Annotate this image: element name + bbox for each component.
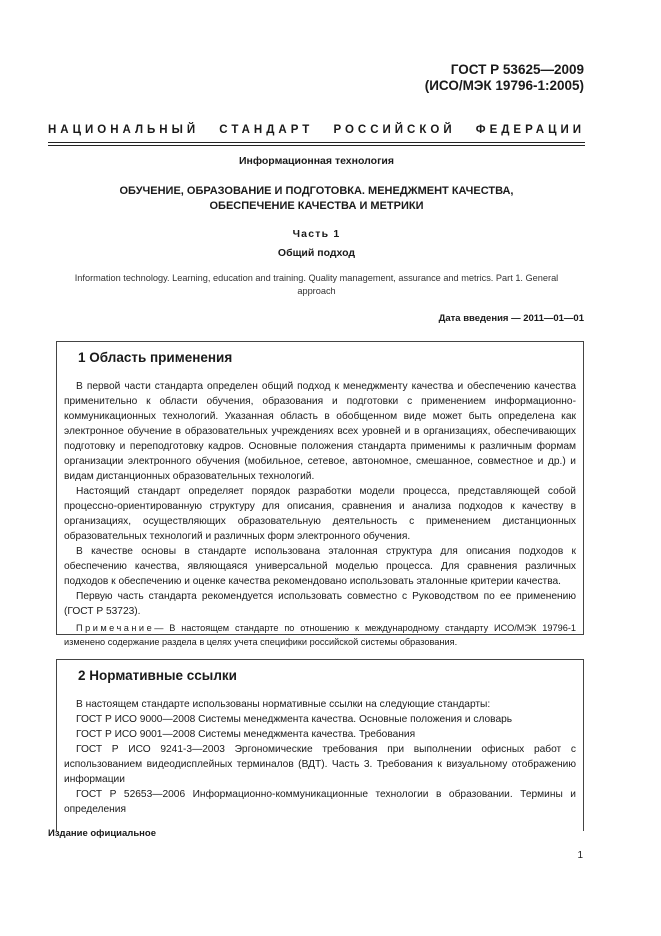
section-title: 2 Нормативные ссылки xyxy=(78,668,237,683)
part-label: Часть 1 xyxy=(292,228,341,240)
paragraph: Настоящий стандарт определяет порядок разработки модели процесса, представляющей собой процессно-ориентированную структуру для описания, сравнения и анализа подходов к качеству в организациях, осуществляющих образовательную деятельность с применением дистанционных образовательных технологий и различных форм электронного обучения. xyxy=(64,486,576,542)
part-title: Общий подход xyxy=(277,247,356,259)
page-number: 1 xyxy=(577,850,583,861)
paragraph: В настоящем стандарте использованы нормативные ссылки на следующие стандарты: xyxy=(76,699,491,710)
document-header xyxy=(425,62,584,94)
reference-item: ГОСТ Р ИСО 9241-3—2003 Эргономические требования при выполнении офисных работ с использованием видеодисплейных терминалов (ВДТ). Часть 3. Требования к визуальному отображению информации xyxy=(64,744,576,785)
section-title: 1 Область применения xyxy=(78,350,233,365)
standard-number: ГОСТ Р 53625—2009 xyxy=(450,62,584,77)
introduction-date: Дата введения — 2011—01—01 xyxy=(438,313,584,324)
reference-item: ГОСТ Р 52653—2006 Информационно-коммуникационные технологии в образовании. Термины и определения xyxy=(64,789,576,815)
section-scope xyxy=(56,341,584,647)
reference-item: ГОСТ Р ИСО 9000—2008 Системы менеджмента качества. Основные положения и словарь xyxy=(76,714,513,725)
reference-item: ГОСТ Р ИСО 9001—2008 Системы менеджмента качества. Требования xyxy=(76,729,416,740)
iso-reference: (ИСО/МЭК 19796-1:2005) xyxy=(424,78,584,93)
paragraph: Первую часть стандарта рекомендуется использовать совместно с Руководством по ее применению (ГОСТ Р 53723). xyxy=(64,591,576,617)
section-normative-references xyxy=(56,659,584,831)
national-standard-title: НАЦИОНАЛЬНЫЙ СТАНДАРТ РОССИЙСКОЙ ФЕДЕРАЦИИ xyxy=(48,124,585,136)
paragraph: В качестве основы в стандарте использована эталонная структура для описания подходов к обеспечению качества, являющаяся универсальной моделью процесса. Для сравнения различных подходов к обеспечению и оценке качества рекомендовано использовать эталонные критерии качества. xyxy=(64,546,576,587)
edition-label: Издание официальное xyxy=(48,828,156,839)
title-rule-top xyxy=(48,142,585,143)
title-rule-bottom xyxy=(48,145,585,146)
info-tech-heading: Информационная технология xyxy=(238,155,395,167)
main-title: ОБУЧЕНИЕ, ОБРАЗОВАНИЕ И ПОДГОТОВКА. МЕНЕДЖМЕНТ КАЧЕСТВА, ОБЕСПЕЧЕНИЕ КАЧЕСТВА И МЕТРИКИ xyxy=(119,185,514,212)
paragraph: В первой части стандарта определен общий подход к менеджменту качества и обеспечению качества применительно к области обучения, образования и подготовки с применением информационно-коммуникационных технологий. Указанная область в обобщенном виде может быть определена как электронное обучение в образовательных учреждениях всех уровней и в организациях, обеспечивающих подготовку и переподготовку кадров. Основные положения стандарта применимы к различным формам организации электронного обучения (мобильное, сетевое, автономное, смешанное, совместное и др.) и видам дистанционных образовательных технологий. xyxy=(64,381,576,482)
note-text: — В настоящем стандарте по отношению к международному стандарту ИСО/МЭК 19796-1 изменено содержание раздела в целях учета специфики российской системы образования. xyxy=(64,623,576,647)
note-label: Примечание xyxy=(76,623,155,633)
note xyxy=(64,621,576,649)
english-title: Information technology. Learning, education and training. Quality management, assurance and metrics. Part 1. General approach xyxy=(74,273,559,296)
